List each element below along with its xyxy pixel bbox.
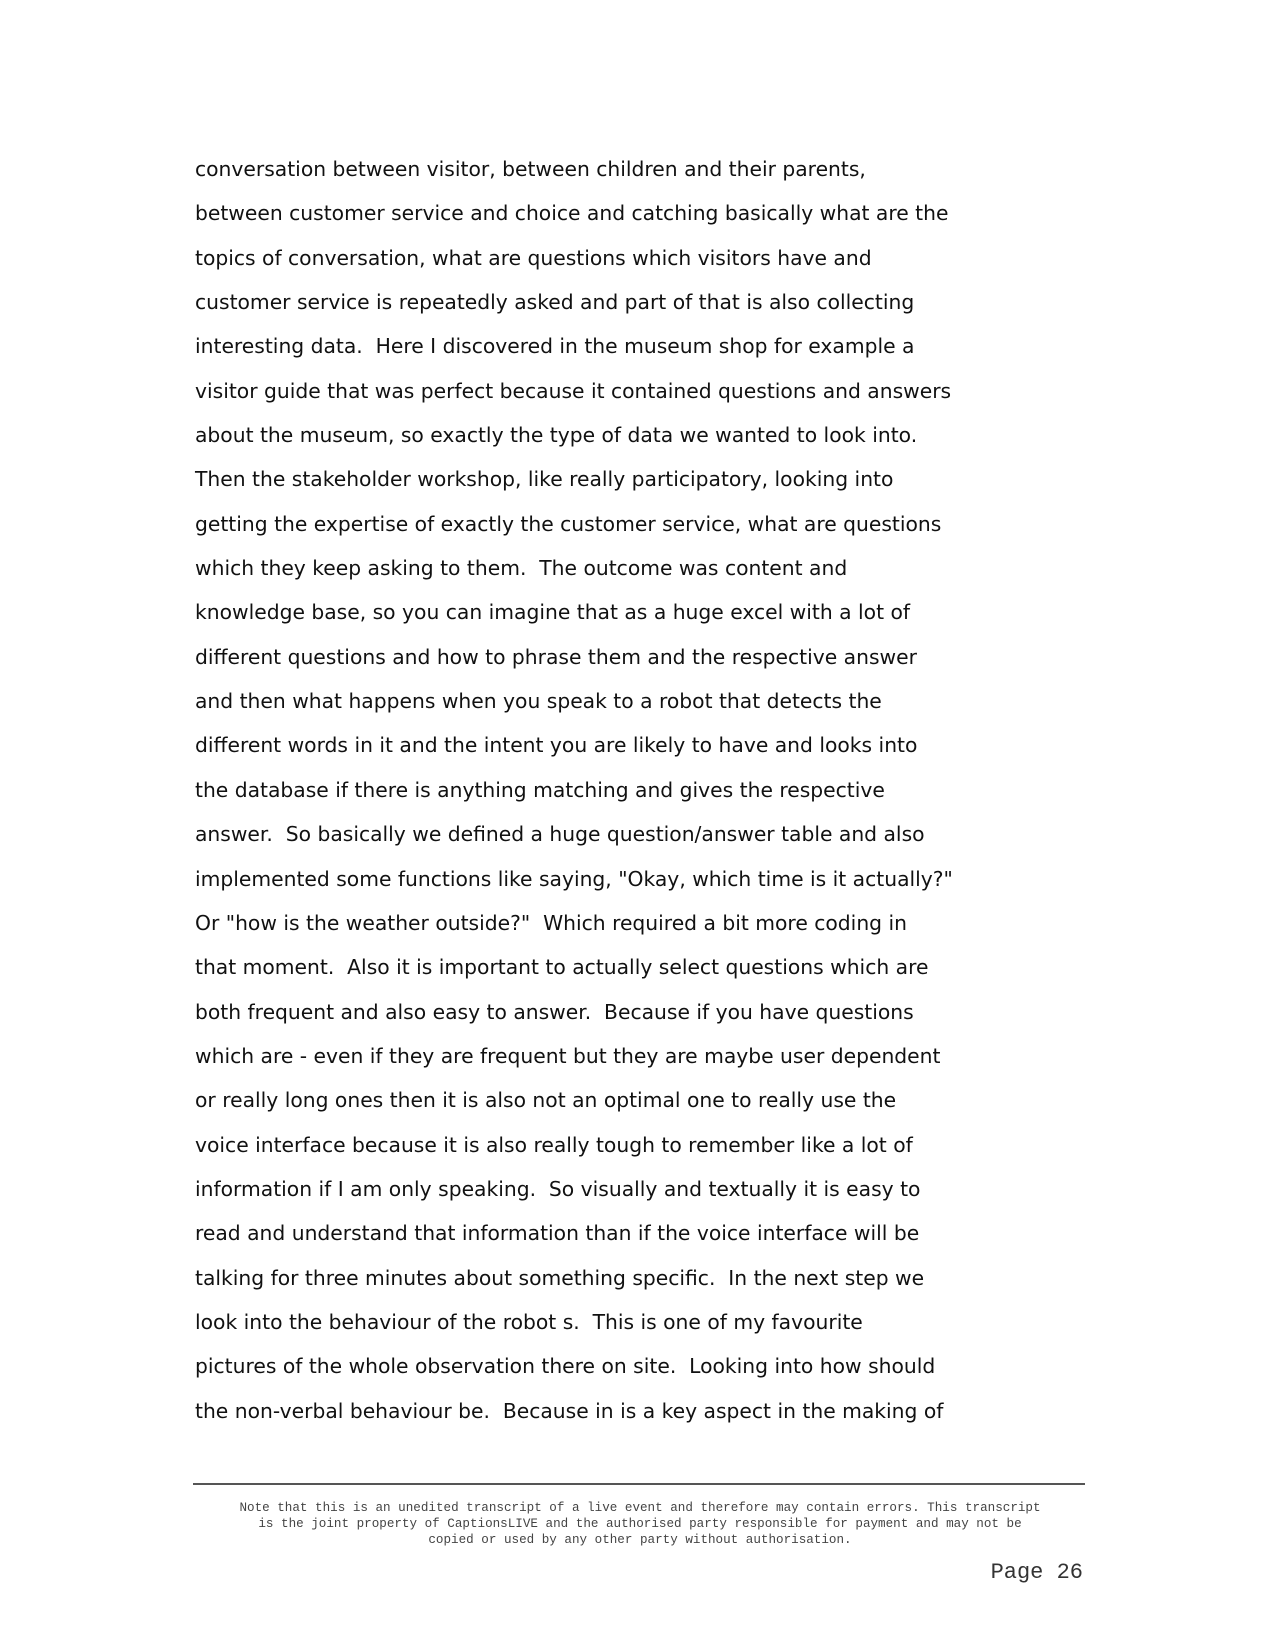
text-line: voice interface because it is also really tough to remember like a lot of: [195, 1132, 913, 1157]
footer-note-line: Note that this is an unedited transcript of a live event and therefore may contain errors. This transcript: [239, 1501, 1041, 1515]
text-line: different words in it and the intent you are likely to have and looks into: [195, 733, 918, 758]
text-line: interesting data. Here I discovered in the museum shop for example a: [195, 334, 915, 359]
text-line: which are - even if they are frequent but they are maybe user dependent: [195, 1043, 941, 1068]
text-line: different questions and how to phrase them and the respective answer: [195, 644, 917, 669]
text-line: Or "how is the weather outside?" Which required a bit more coding in: [195, 910, 907, 935]
text-line: both frequent and also easy to answer. Because if you have questions: [195, 999, 914, 1024]
text-line: getting the expertise of exactly the customer service, what are questions: [195, 511, 942, 536]
text-line: Then the stakeholder workshop, like really participatory, looking into: [195, 467, 894, 492]
text-line: look into the behaviour of the robot s. This is one of my favourite: [195, 1309, 863, 1334]
footer-note-line: copied or used by any other party without authorisation.: [428, 1532, 852, 1547]
text-line: pictures of the whole observation there on site. Looking into how should: [195, 1354, 936, 1379]
text-line: the database if there is anything matching and gives the respective: [195, 777, 885, 802]
text-line: information if I am only speaking. So visually and textually it is easy to: [195, 1176, 921, 1201]
text-line: customer service is repeatedly asked and part of that is also collecting: [195, 290, 915, 315]
text-line: which they keep asking to them. The outcome was content and: [195, 556, 848, 581]
footer-divider: [193, 1483, 1085, 1485]
footer-disclaimer: [190, 1501, 1090, 1548]
text-line: answer. So basically we defined a huge question/answer table and also: [195, 822, 925, 847]
text-line: and then what happens when you speak to a robot that detects the: [195, 689, 882, 714]
text-line: that moment. Also it is important to actually select questions which are: [195, 955, 929, 980]
transcript-body: [195, 147, 1095, 1433]
text-line: between customer service and choice and catching basically what are the: [195, 201, 949, 226]
text-line: talking for three minutes about something specific. In the next step we: [195, 1265, 925, 1290]
text-line: implemented some functions like saying, "Okay, which time is it actually?": [195, 866, 953, 891]
text-line: about the museum, so exactly the type of data we wanted to look into.: [195, 423, 918, 448]
text-line: topics of conversation, what are questions which visitors have and: [195, 245, 872, 270]
text-line: read and understand that information than if the voice interface will be: [195, 1221, 920, 1246]
footer-note-line: is the joint property of CaptionsLIVE and the authorised party responsible for payment and may not be: [258, 1516, 1022, 1531]
page-number: Page 26: [990, 1560, 1083, 1585]
text-line: knowledge base, so you can imagine that as a huge excel with a lot of: [195, 600, 911, 625]
text-line: conversation between visitor, between children and their parents,: [195, 157, 866, 181]
text-line: visitor guide that was perfect because it contained questions and answers: [195, 378, 952, 403]
text-line: the non-verbal behaviour be. Because in is a key aspect in the making of: [195, 1398, 944, 1423]
text-line: or really long ones then it is also not an optimal one to really use the: [195, 1088, 897, 1113]
